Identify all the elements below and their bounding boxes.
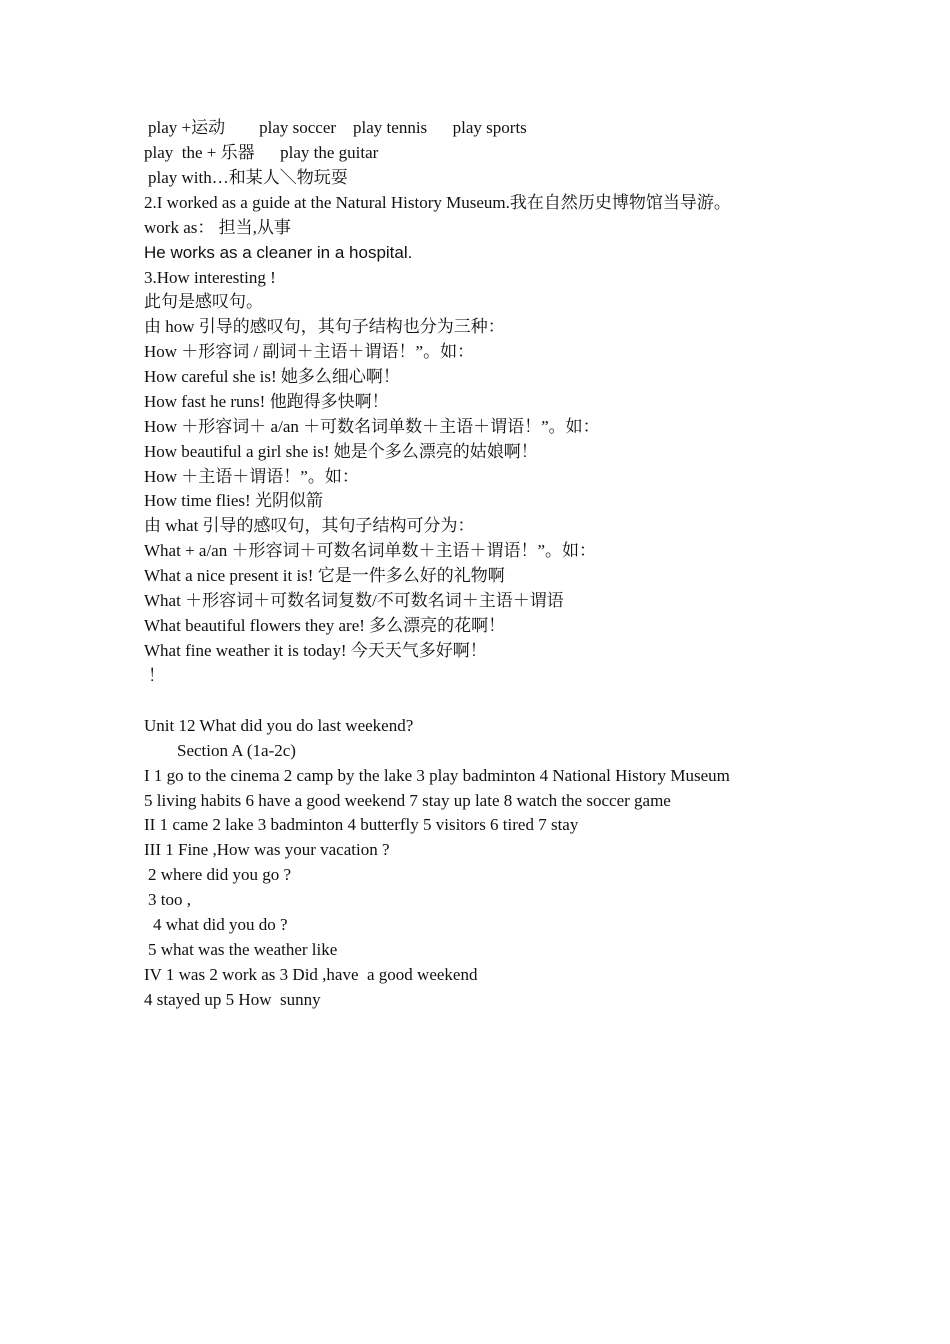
- part3-line-1: III 1 Fine ,How was your vacation ?: [144, 840, 390, 859]
- part2-line: II 1 came 2 lake 3 badminton 4 butterfly 5 visitors 6 tired 7 stay: [144, 815, 579, 834]
- item2-meaning: work as： 担当,从事: [144, 218, 291, 237]
- what-pattern-1: What + a/an ＋形容词＋可数名词单数＋主语＋谓语！”。如：: [144, 541, 597, 560]
- how-example-1a: How careful she is! 她多么细心啊！: [144, 367, 400, 386]
- how-pattern-3: How ＋主语＋谓语！”。如：: [144, 467, 359, 486]
- part3-line-4: 4 what did you do ?: [153, 915, 288, 934]
- part4-line-b: 4 stayed up 5 How sunny: [144, 990, 321, 1009]
- part3-line-3: 3 too ,: [148, 890, 191, 909]
- item2-example: He works as a cleaner in a hospital.: [144, 243, 413, 262]
- how-example-2: How beautiful a girl she is! 她是个多么漂亮的姑娘啊！: [144, 442, 538, 461]
- how-intro: 由 how 引导的感叹句，其句子结构也分为三种：: [144, 317, 505, 336]
- part1-line-b: 5 living habits 6 have a good weekend 7 stay up late 8 watch the soccer game: [144, 791, 671, 810]
- part4-line-a: IV 1 was 2 work as 3 Did ,have a good weekend: [144, 965, 478, 984]
- what-example-2a: What beautiful flowers they are! 多么漂亮的花啊！: [144, 616, 506, 635]
- item2-sentence: 2.I worked as a guide at the Natural History Museum.我在自然历史博物馆当导游。: [144, 193, 731, 212]
- part1-line-a: I 1 go to the cinema 2 camp by the lake 3 play badminton 4 National History Museum: [144, 766, 730, 785]
- item3-note: 此句是感叹句。: [144, 292, 263, 311]
- what-example-1: What a nice present it is! 它是一件多么好的礼物啊: [144, 566, 505, 585]
- stray-mark: ！: [148, 666, 165, 685]
- what-pattern-2: What ＋形容词＋可数名词复数/不可数名词＋主语＋谓语: [144, 591, 564, 610]
- play-with-line: play with…和某人＼物玩耍: [148, 168, 348, 187]
- how-example-3: How time flies! 光阴似箭: [144, 491, 323, 510]
- how-example-1b: How fast he runs! 他跑得多快啊！: [144, 392, 389, 411]
- how-pattern-1: How ＋形容词 / 副词＋主语＋谓语！”。如：: [144, 342, 475, 361]
- item3-sentence: 3.How interesting !: [144, 268, 276, 287]
- play-sports-line: play +运动 play soccer play tennis play sports: [148, 118, 527, 137]
- play-instrument-line: play the + 乐器 play the guitar: [144, 143, 379, 162]
- part3-line-2: 2 where did you go ?: [148, 865, 292, 884]
- how-pattern-2: How ＋形容词＋ a/an ＋可数名词单数＋主语＋谓语！”。如：: [144, 417, 600, 436]
- unit-title: Unit 12 What did you do last weekend?: [144, 716, 414, 735]
- what-example-2b: What fine weather it is today! 今天天气多好啊！: [144, 641, 487, 660]
- what-intro: 由 what 引导的感叹句，其句子结构可分为：: [144, 516, 475, 535]
- section-title: Section A (1a-2c): [177, 741, 296, 760]
- part3-line-5: 5 what was the weather like: [148, 940, 338, 959]
